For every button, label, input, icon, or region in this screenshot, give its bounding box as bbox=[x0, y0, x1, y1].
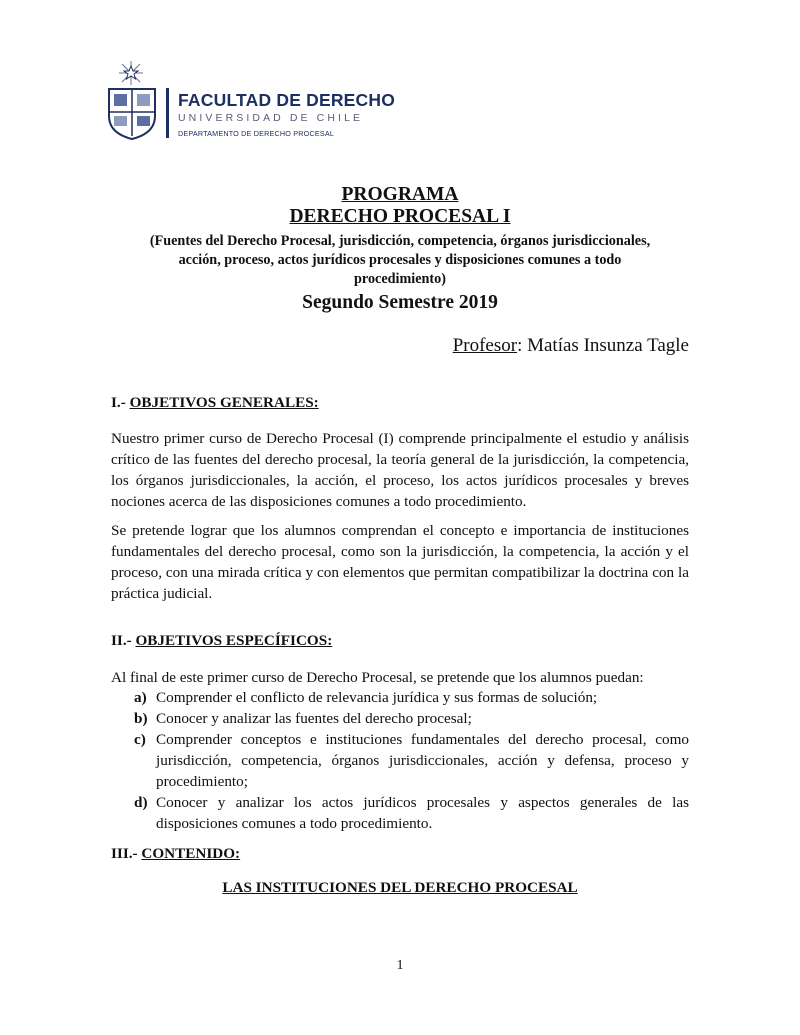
list-item-letter: d) bbox=[134, 794, 148, 811]
section-heading-specific-objectives bbox=[111, 632, 332, 650]
section-title: OBJETIVOS ESPECÍFICOS: bbox=[135, 632, 333, 649]
specific-objectives-list bbox=[134, 687, 689, 834]
star-icon bbox=[118, 60, 144, 86]
list-item bbox=[134, 708, 689, 729]
logo-subtitle: UNIVERSIDAD DE CHILE bbox=[178, 112, 364, 124]
section-heading-content bbox=[111, 845, 240, 863]
course-title: DERECHO PROCESAL I bbox=[289, 206, 511, 227]
logo-title: FACULTAD DE DERECHO bbox=[178, 90, 396, 110]
course-subtitle-line-2: acción, proceso, actos jurídicos procesales y disposiciones comunes a todo bbox=[178, 252, 622, 268]
page-number: 1 bbox=[396, 958, 404, 973]
general-objectives-paragraph-2: Se pretende lograr que los alumnos comprendan el concepto e importancia de instituciones fundamentales del derecho procesal, como son la jurisdicción, la competencia, la acción y el proceso, con una mirada crítica y con elementos que permitan compatibilizar la doctrina con la práctica judicial. bbox=[111, 522, 689, 602]
section-heading-general-objectives bbox=[111, 394, 319, 412]
list-item-text: Conocer y analizar los actos jurídicos procesales y aspectos generales de las disposiciones comunes a todo procedimiento. bbox=[156, 794, 689, 832]
section-number: III.- bbox=[111, 845, 142, 862]
professor-name: : Matías Insunza Tagle bbox=[517, 335, 689, 356]
logo-divider bbox=[166, 88, 169, 138]
list-item-text: Conocer y analizar las fuentes del derecho procesal; bbox=[156, 710, 472, 727]
professor-line bbox=[453, 335, 689, 357]
course-subtitle-line-1: (Fuentes del Derecho Procesal, jurisdicción, competencia, órganos jurisdiccionales, bbox=[149, 233, 651, 249]
course-subtitle-line-3: procedimiento) bbox=[354, 271, 446, 287]
list-item bbox=[134, 729, 689, 792]
university-shield-icon bbox=[106, 86, 158, 140]
professor-label: Profesor bbox=[452, 335, 518, 356]
general-objectives-paragraph-1: Nuestro primer curso de Derecho Procesal (I) comprende principalmente el estudio y análisis crítico de las fuentes del derecho procesal, la teoría general de la jurisdicción, la competencia, los órganos jurisdiccionales, la acción, el proceso, los actos jurídicos procesales y breves nociones acerca de las disposiciones comunes a todo procedimiento. bbox=[111, 430, 689, 510]
list-item bbox=[134, 687, 689, 708]
list-item-text: Comprender el conflicto de relevancia jurídica y sus formas de solución; bbox=[156, 689, 598, 706]
content-subheading: LAS INSTITUCIONES DEL DERECHO PROCESAL bbox=[222, 879, 578, 896]
specific-objectives-intro: Al final de este primer curso de Derecho Procesal, se pretende que los alumnos puedan: bbox=[111, 669, 644, 686]
section-title: CONTENIDO: bbox=[141, 845, 241, 862]
list-item-letter: c) bbox=[134, 731, 146, 748]
list-item-letter: b) bbox=[134, 710, 148, 727]
faculty-logo bbox=[104, 60, 396, 144]
section-number: II.- bbox=[111, 632, 136, 649]
document-title: PROGRAMA bbox=[341, 184, 459, 205]
list-item-text: Comprender conceptos e instituciones fundamentales del derecho procesal, como jurisdicción, competencia, órganos jurisdiccionales, acción y defensa, proceso y procedimiento; bbox=[156, 731, 689, 790]
list-item-letter: a) bbox=[134, 689, 147, 706]
semester: Segundo Semestre 2019 bbox=[302, 292, 498, 313]
list-item bbox=[134, 792, 689, 834]
section-number: I.- bbox=[111, 394, 130, 411]
logo-department: DEPARTAMENTO DE DERECHO PROCESAL bbox=[178, 129, 335, 138]
section-title: OBJETIVOS GENERALES: bbox=[129, 394, 319, 411]
